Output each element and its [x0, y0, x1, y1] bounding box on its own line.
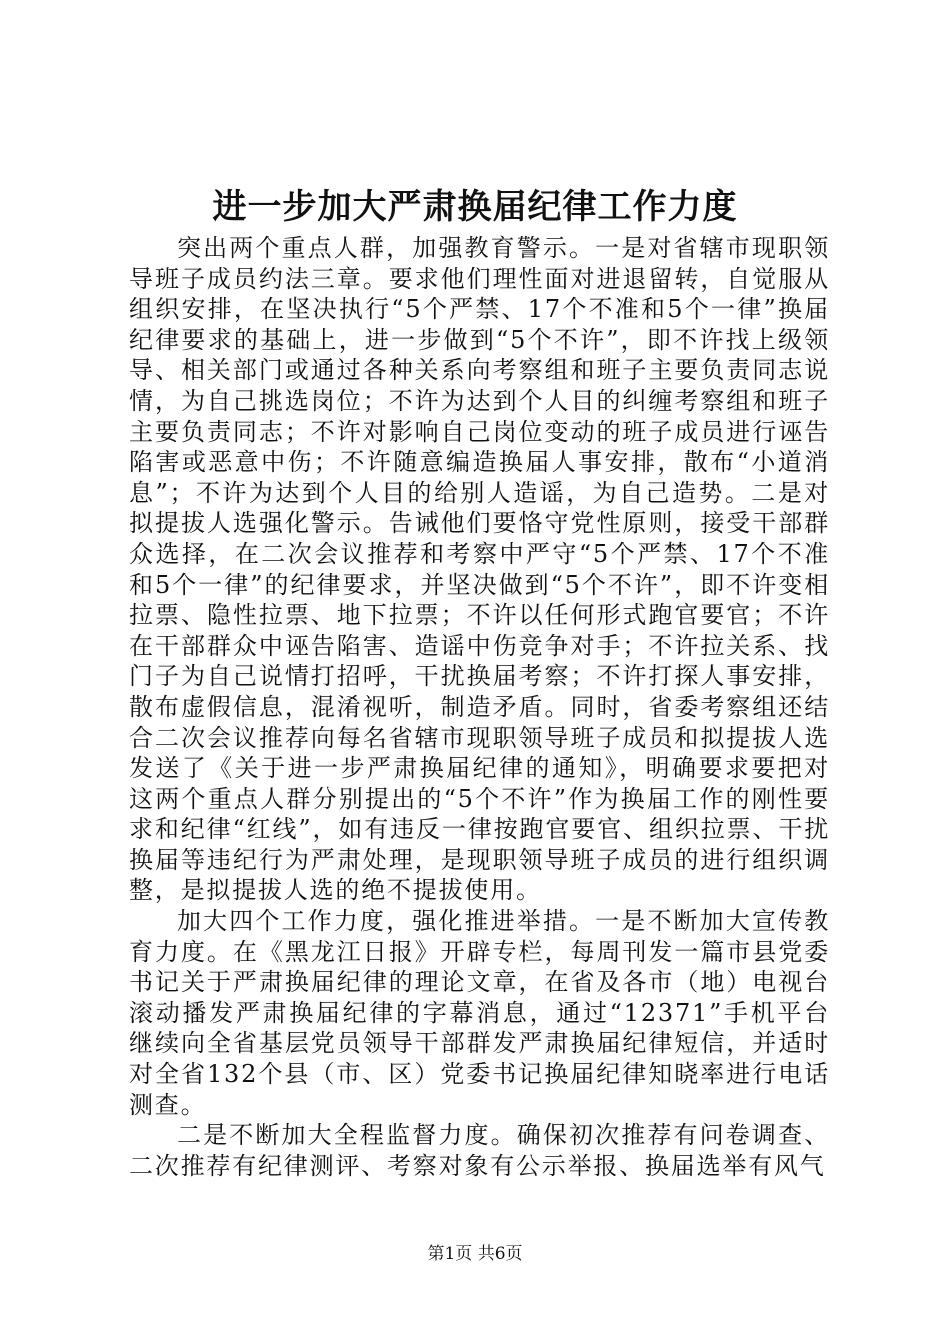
document-title: 进一步加大严肃换届纪律工作力度 — [212, 187, 738, 227]
paragraph: 突出两个重点人群，加强教育警示。一是对省辖市现职领导班子成员约法三章。要求他们理性面对进退留转，自觉服从组织安排，在坚决执行“5个严禁、17个不准和5个一律”换届纪律要求的基础上，进一步做到“5个不许”，即不许找上级领导、相关部门或通过各种关系向考察组和班子主要负责同志说情，为自己挑选岗位；不许为达到个人目的纠缠考察组和班子主要负责同志；不许对影响自己岗位变动的班子成员进行诬告陷害或恶意中伤；不许随意编造换届人事安排，散布“小道消息”；不许为达到个人目的给别人造谣，为自己造势。二是对拟提拔人选强化警示。告诫他们要恪守党性原则，接受干部群众选择，在二次会议推荐和考察中严守“5个严禁、17个不准和5个一律”的纪律要求，并坚决做到“5个不许”，即不许变相拉票、隐性拉票、地下拉票；不许以任何形式跑官要官；不许在干部群众中诬告陷害、造谣中伤竞争对手；不许拉关系、找门子为自己说情打招呼，干扰换届考察；不许打探人事安排，散布虚假信息，混淆视听，制造矛盾。同时，省委考察组还结合二次会议推荐向每名省辖市现职领导班子成员和拟提拔人选发送了《关于进一步严肃换届纪律的通知》，明确要求要把对这两个重点人群分别提出的“5个不许”作为换届工作的刚性要求和纪律“红线”，如有违反一律按跑官要官、组织拉票、干扰换届等违纪行为严肃处理，是现职领导班子成员的进行组织调整，是拟提拔人选的绝不提拔使用。 — [129, 234, 830, 905]
page-footer: 第1页 共6页 — [427, 1244, 523, 1264]
paragraph: 二是不断加大全程监督力度。确保初次推荐有问卷调查、二次推荐有纪律测评、考察对象有公示举报、换届选举有风气 — [129, 1121, 830, 1180]
document-body — [129, 233, 830, 1181]
paragraph: 加大四个工作力度，强化推进举措。一是不断加大宣传教育力度。在《黑龙江日报》开辟专栏，每周刊发一篇市县党委书记关于严肃换届纪律的理论文章，在省及各市（地）电视台滚动播发严肃换届纪律的字幕消息，通过“12371”手机平台继续向全省基层党员领导干部群发严肃换届纪律短信，并适时对全省132个县（市、区）党委书记换届纪律知晓率进行电话测查。 — [129, 907, 830, 1119]
